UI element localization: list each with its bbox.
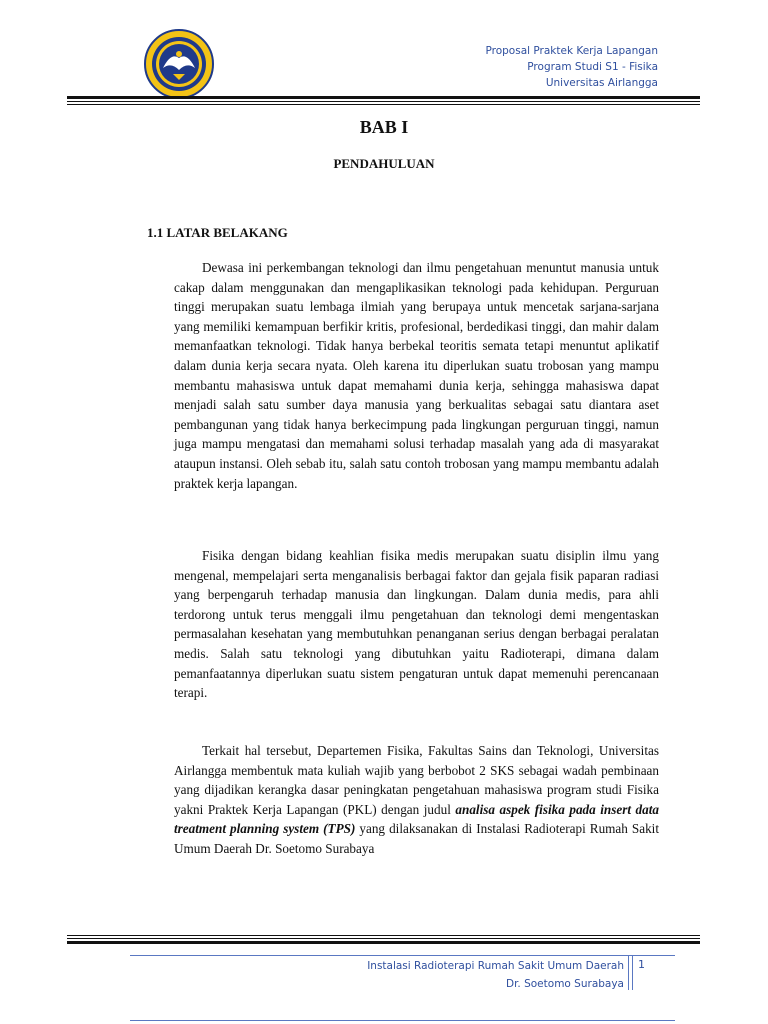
footer-institution: Instalasi Radioterapi Rumah Sakit Umum Daerah — [367, 960, 624, 972]
document-header — [485, 43, 658, 91]
chapter-title: BAB I — [359, 117, 409, 137]
header-rule — [67, 104, 700, 105]
footer-divider — [130, 1020, 675, 1021]
paragraph-text: yang dilaksanakan di Instalasi Radioterapi Rumah Sakit Umum Daerah Dr. Soetomo Surabaya — [174, 821, 660, 856]
chapter-subtitle: PENDAHULUAN — [333, 156, 435, 171]
header-rule — [67, 96, 700, 99]
header-title: Proposal Praktek Kerja Lapangan — [485, 45, 658, 57]
body-paragraph — [174, 258, 659, 493]
header-rule — [67, 101, 700, 102]
footer-hospital: Dr. Soetomo Surabaya — [505, 978, 624, 990]
footer-rule — [67, 938, 700, 939]
header-program: Program Studi S1 - Fisika — [527, 61, 658, 73]
footer-rule — [67, 935, 700, 936]
paragraph-text: Fisika dengan bidang keahlian fisika medis merupakan suatu disiplin ilmu yang mengenal, mempelajari serta menganalisis berbagai faktor dan gejala fisik paparan radiasi yang berpengaruh terhadap manusia dan lingkungan. Dalam dunia medis, para ahli terdorong untuk terus menggali ilmu pengetahuan dan teknologi demi mengentaskan permasalahan kesehatan yang membutuhkan penanganan serius dengan berbagai peralatan medis. Salah satu teknologi yang dibutuhkan yaitu Radioterapi, dimana dalam pemanfaatannya diperlukan suatu sistem pengaturan untuk dapat memenuhi perencanaan terapi. — [174, 548, 659, 701]
section-heading: 1.1 LATAR BELAKANG — [147, 225, 288, 240]
header-university: Universitas Airlangga — [545, 77, 658, 89]
university-seal-icon — [143, 28, 215, 100]
footer-divider — [130, 955, 675, 956]
page-number: 1 — [638, 958, 645, 971]
paragraph-text: Dewasa ini perkembangan teknologi dan ilmu pengetahuan menuntut manusia untuk cakap dalam menggunakan dan mengaplikasikan teknologi pada kehidupan. Perguruan tinggi merupakan suatu lembaga ilmiah yang berupaya untuk mencetak sarjana-sarjana yang memiliki kemampuan berfikir kritis, profesional, berdedikasi tinggi, dan mahir dalam memanfaatkan teknologi. Tidak hanya berbekal teoritis semata tetapi menuntut aplikatif dalam dunia kerja secara nyata. Oleh karena itu diperlukan suatu trobosan yang mampu membantu mahasiswa untuk dapat memahami dunia kerja, sehingga mahasiswa dapat menjadi salah satu sumber daya manusia yang berkualitas sebagai satu diantara aset pembangunan yang tidak hanya berkecimpung pada lingkungan perguruan tinggi, namun juga mampu mengatasi dan memahami solusi terhadap masalah yang ada di masyarakat ataupun instansi. Oleh sebab itu, salah satu contoh trobosan yang mampu membantu adalah praktek kerja lapangan. — [174, 260, 659, 491]
footer-separator — [632, 956, 633, 990]
body-paragraph — [174, 546, 659, 703]
research-title: analisa aspek fisika pada insert data treatment planning system (TPS) — [174, 801, 659, 837]
document-footer — [367, 957, 624, 993]
university-logo — [143, 28, 215, 100]
footer-separator — [628, 956, 629, 990]
paragraph-text: Terkait hal tersebut, Departemen Fisika, Fakultas Sains dan Teknologi, Universitas Airlangga membentuk mata kuliah wajib yang berbobot 2 SKS sebagai wadah pembinaan yang dijadikan kerangka dasar peningkatan pengetahuan mahasiswa program studi Fisika yakni Praktek Kerja Lapangan (PKL) dengan judul — [174, 743, 659, 817]
footer-rule — [67, 941, 700, 944]
body-paragraph — [174, 741, 659, 859]
